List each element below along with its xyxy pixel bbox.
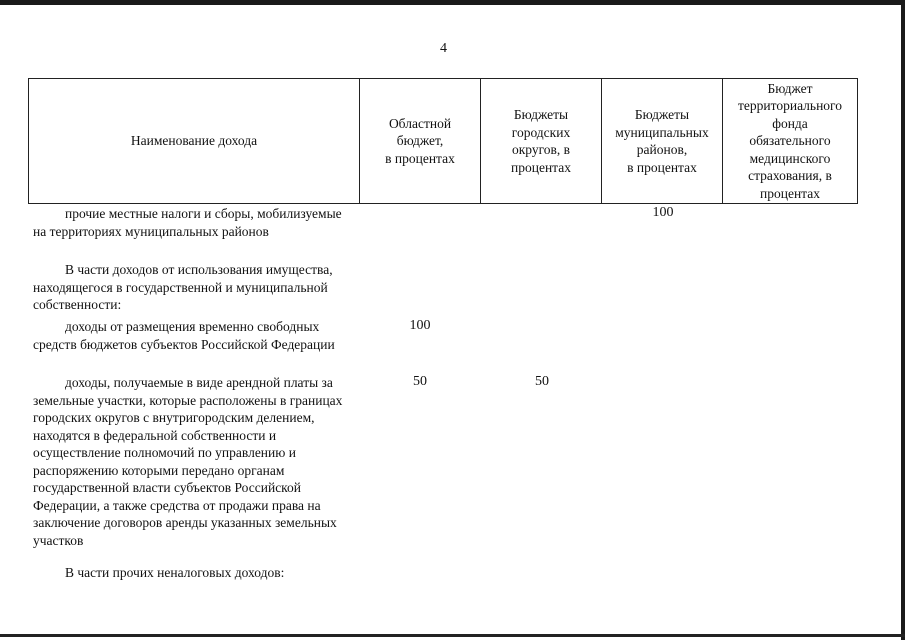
- header-municipal-line: в процентах: [627, 159, 697, 175]
- header-fund-line: процентах: [760, 185, 820, 201]
- income-row-text: доходы, получаемые в виде арендной платы за земельные участки, которые расположены в границах городских округов с внутригородским делением, находятся в федеральной собственности и осуществление полномочий по управлению и распоряжению которыми передано органам государственной власти субъектов Российской Федерации, а также средства от продажи права на заключение договоров аренды указанных земельных участков: [33, 375, 343, 548]
- scan-edge-top: [0, 0, 905, 5]
- income-row-city-value: 50: [535, 374, 549, 389]
- header-income-name-label: Наименование дохода: [130, 133, 258, 149]
- header-regional-line: в процентах: [385, 150, 455, 166]
- scan-edge-right: [901, 0, 905, 640]
- header-municipal-budgets: [602, 79, 722, 203]
- header-fund-line: страхования, в: [748, 168, 832, 184]
- header-city-line: округов, в: [511, 142, 571, 157]
- header-municipal-line: муниципальных: [615, 124, 709, 140]
- page-number: 4: [440, 41, 447, 56]
- header-insurance-fund: [723, 79, 857, 203]
- header-regional-budget: [360, 79, 480, 203]
- table-header: [28, 78, 858, 204]
- income-row-regional-value: 100: [409, 318, 431, 333]
- header-regional-line: Областной: [388, 115, 452, 131]
- section-heading-row: В части прочих неналоговых доходов:: [65, 565, 285, 580]
- header-fund-line: территориального: [738, 98, 842, 114]
- section-heading-row: В части доходов от использования имущества, находящегося в государственной и муниципальной собственности:: [33, 262, 333, 312]
- header-city-budgets: [481, 79, 601, 203]
- header-city-line: Бюджеты: [513, 107, 569, 122]
- income-row-text: доходы от размещения временно свободных средств бюджетов субъектов Российской Федерации: [33, 319, 335, 352]
- income-row-municipal-value: 100: [652, 205, 674, 220]
- header-municipal-line: районов,: [636, 142, 688, 157]
- scan-edge-bottom: [0, 634, 905, 637]
- header-municipal-line: Бюджеты: [634, 107, 690, 122]
- income-row-text: прочие местные налоги и сборы, мобилизуемые на территориях муниципальных районов: [33, 206, 342, 239]
- header-regional-line: бюджет,: [396, 133, 444, 149]
- header-fund-line: медицинского: [749, 150, 831, 166]
- income-row-regional-value: 50: [413, 374, 427, 389]
- header-fund-line: Бюджет: [767, 80, 813, 96]
- header-fund-line: обязательного: [749, 133, 831, 149]
- header-city-line: городских: [511, 124, 571, 140]
- header-city-line: процентах: [511, 159, 571, 175]
- header-fund-line: фонда: [772, 115, 808, 131]
- header-income-name: [29, 79, 359, 203]
